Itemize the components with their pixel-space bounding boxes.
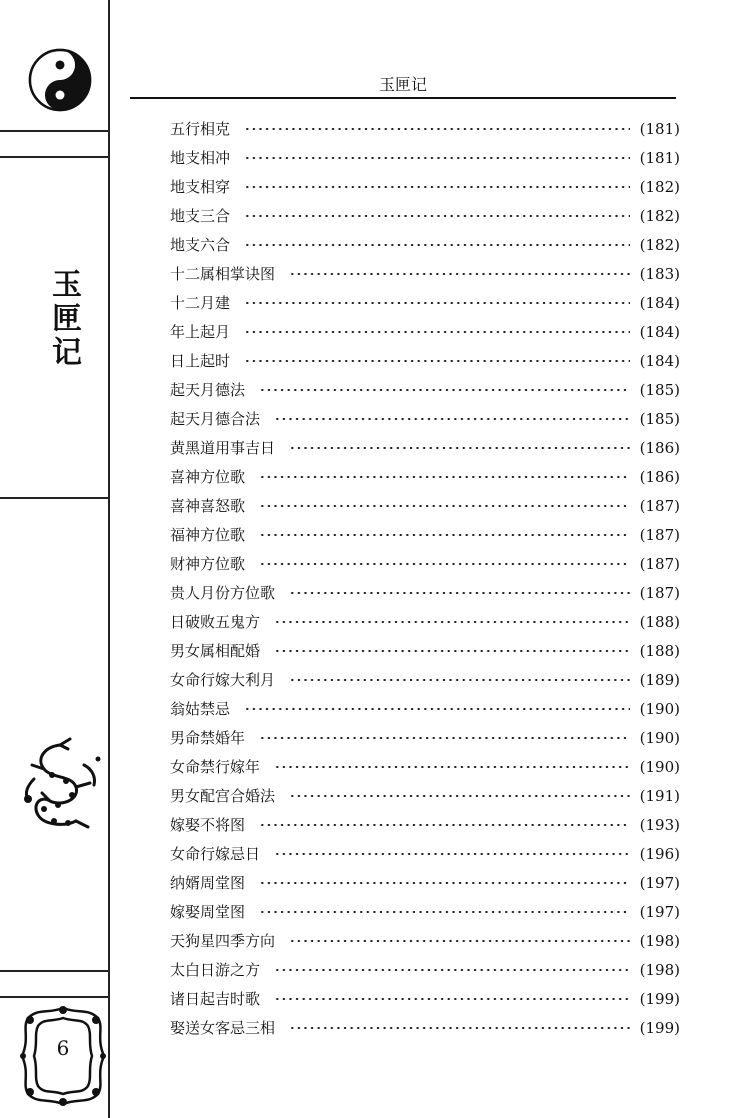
toc-entry xyxy=(170,143,680,172)
toc-entry xyxy=(170,520,680,549)
table-of-contents xyxy=(170,114,680,1042)
toc-entry xyxy=(170,288,680,317)
toc-entry-title: 日上起时 xyxy=(170,352,231,370)
toc-leader-dots xyxy=(289,940,630,942)
toc-entry xyxy=(170,1013,680,1042)
header-rule xyxy=(130,97,676,99)
dragon-icon xyxy=(14,735,106,835)
toc-entry xyxy=(170,230,680,259)
toc-entry-title: 地支相穿 xyxy=(170,178,231,196)
toc-entry-title: 日破败五鬼方 xyxy=(170,613,261,631)
toc-entry-page: (198) xyxy=(639,931,680,950)
toc-entry xyxy=(170,868,680,897)
toc-leader-dots xyxy=(274,650,630,652)
toc-leader-dots xyxy=(274,621,630,623)
toc-leader-dots xyxy=(259,505,630,507)
toc-entry-page: (181) xyxy=(639,148,680,167)
toc-leader-dots xyxy=(259,476,630,478)
toc-entry-page: (188) xyxy=(639,641,680,660)
toc-entry-title: 娶送女客忌三相 xyxy=(170,1019,276,1037)
toc-entry xyxy=(170,404,680,433)
toc-entry-page: (190) xyxy=(639,757,680,776)
toc-entry-page: (184) xyxy=(639,351,680,370)
toc-entry xyxy=(170,578,680,607)
toc-entry-title: 起天月德法 xyxy=(170,381,246,399)
toc-entry-page: (186) xyxy=(639,467,680,486)
toc-entry-title: 年上起月 xyxy=(170,323,231,341)
toc-leader-dots xyxy=(274,418,630,420)
toc-entry-page: (185) xyxy=(639,409,680,428)
toc-entry-title: 黄黑道用事吉日 xyxy=(170,439,276,457)
toc-entry-title: 五行相克 xyxy=(170,120,231,138)
toc-entry xyxy=(170,114,680,143)
toc-leader-dots xyxy=(289,273,630,275)
toc-entry xyxy=(170,723,680,752)
toc-entry-title: 地支相冲 xyxy=(170,149,231,167)
toc-entry-page: (186) xyxy=(639,438,680,457)
toc-entry-title: 贵人月份方位歌 xyxy=(170,584,276,602)
toc-entry xyxy=(170,636,680,665)
toc-leader-dots xyxy=(289,447,630,449)
toc-entry-title: 福神方位歌 xyxy=(170,526,246,544)
toc-entry xyxy=(170,607,680,636)
toc-leader-dots xyxy=(274,766,630,768)
toc-entry-title: 翁姑禁忌 xyxy=(170,700,231,718)
toc-entry-title: 男命禁婚年 xyxy=(170,729,246,747)
toc-entry-page: (182) xyxy=(639,235,680,254)
toc-entry-title: 男女配宫合婚法 xyxy=(170,787,276,805)
toc-entry xyxy=(170,433,680,462)
toc-entry-title: 起天月德合法 xyxy=(170,410,261,428)
toc-entry xyxy=(170,462,680,491)
page-number: 6 xyxy=(56,1036,70,1060)
toc-entry-title: 十二月建 xyxy=(170,294,231,312)
toc-entry-title: 纳婿周堂图 xyxy=(170,874,246,892)
toc-leader-dots xyxy=(244,708,630,710)
toc-entry xyxy=(170,375,680,404)
sidebar-divider xyxy=(0,497,110,499)
toc-entry-page: (189) xyxy=(639,670,680,689)
toc-entry xyxy=(170,810,680,839)
toc-entry xyxy=(170,926,680,955)
toc-leader-dots xyxy=(244,128,630,130)
toc-leader-dots xyxy=(244,360,630,362)
toc-entry xyxy=(170,839,680,868)
toc-entry-page: (188) xyxy=(639,612,680,631)
toc-entry-page: (181) xyxy=(639,119,680,138)
toc-leader-dots xyxy=(244,186,630,188)
toc-entry-title: 女命禁行嫁年 xyxy=(170,758,261,776)
toc-entry-title: 嫁娶不将图 xyxy=(170,816,246,834)
toc-entry xyxy=(170,752,680,781)
page-header-title: 玉匣记 xyxy=(378,75,427,94)
toc-leader-dots xyxy=(274,998,630,1000)
toc-entry-page: (183) xyxy=(639,264,680,283)
toc-entry xyxy=(170,172,680,201)
toc-entry-title: 嫁娶周堂图 xyxy=(170,903,246,921)
sidebar-title: 玉匣记 xyxy=(46,268,81,370)
toc-entry xyxy=(170,201,680,230)
toc-leader-dots xyxy=(259,389,630,391)
toc-entry-page: (190) xyxy=(639,728,680,747)
toc-entry xyxy=(170,346,680,375)
toc-entry-page: (182) xyxy=(639,206,680,225)
toc-entry xyxy=(170,259,680,288)
toc-leader-dots xyxy=(244,302,630,304)
sidebar-divider xyxy=(0,156,110,158)
toc-entry xyxy=(170,665,680,694)
toc-leader-dots xyxy=(289,1027,630,1029)
toc-entry-title: 十二属相掌诀图 xyxy=(170,265,276,283)
toc-leader-dots xyxy=(259,882,630,884)
toc-entry-page: (193) xyxy=(639,815,680,834)
toc-entry-page: (182) xyxy=(639,177,680,196)
toc-entry xyxy=(170,549,680,578)
toc-leader-dots xyxy=(259,534,630,536)
toc-leader-dots xyxy=(274,969,630,971)
toc-entry-page: (197) xyxy=(639,873,680,892)
toc-entry-page: (190) xyxy=(639,699,680,718)
toc-leader-dots xyxy=(289,592,630,594)
toc-leader-dots xyxy=(259,824,630,826)
toc-leader-dots xyxy=(259,911,630,913)
toc-entry-title: 诸日起吉时歌 xyxy=(170,990,261,1008)
toc-entry-page: (191) xyxy=(639,786,680,805)
toc-entry xyxy=(170,694,680,723)
toc-leader-dots xyxy=(244,244,630,246)
toc-entry-title: 太白日游之方 xyxy=(170,961,261,979)
yin-yang-icon xyxy=(28,48,92,112)
toc-entry-page: (197) xyxy=(639,902,680,921)
toc-leader-dots xyxy=(244,331,630,333)
toc-entry-page: (199) xyxy=(639,1018,680,1037)
toc-entry xyxy=(170,897,680,926)
toc-entry-page: (184) xyxy=(639,293,680,312)
toc-entry-title: 女命行嫁忌日 xyxy=(170,845,261,863)
toc-leader-dots xyxy=(244,157,630,159)
toc-leader-dots xyxy=(244,215,630,217)
toc-entry-title: 天狗星四季方向 xyxy=(170,932,276,950)
toc-entry xyxy=(170,984,680,1013)
toc-leader-dots xyxy=(259,737,630,739)
toc-entry-title: 男女属相配婚 xyxy=(170,642,261,660)
sidebar-divider xyxy=(0,970,110,972)
toc-leader-dots xyxy=(259,563,630,565)
toc-entry-title: 喜神方位歌 xyxy=(170,468,246,486)
toc-entry-title: 喜神喜怒歌 xyxy=(170,497,246,515)
toc-entry-title: 财神方位歌 xyxy=(170,555,246,573)
toc-entry-page: (196) xyxy=(639,844,680,863)
toc-entry-page: (187) xyxy=(639,496,680,515)
toc-entry xyxy=(170,781,680,810)
sidebar-divider xyxy=(0,130,110,132)
toc-entry-title: 地支六合 xyxy=(170,236,231,254)
toc-entry-page: (187) xyxy=(639,554,680,573)
toc-leader-dots xyxy=(289,795,630,797)
toc-entry xyxy=(170,491,680,520)
toc-entry-title: 女命行嫁大利月 xyxy=(170,671,276,689)
toc-entry-page: (185) xyxy=(639,380,680,399)
toc-entry-title: 地支三合 xyxy=(170,207,231,225)
toc-entry xyxy=(170,317,680,346)
toc-entry-page: (184) xyxy=(639,322,680,341)
toc-leader-dots xyxy=(274,853,630,855)
toc-leader-dots xyxy=(289,679,630,681)
sidebar-divider xyxy=(0,996,110,998)
sidebar xyxy=(0,0,110,1118)
toc-entry-page: (199) xyxy=(639,989,680,1008)
toc-entry xyxy=(170,955,680,984)
toc-entry-page: (187) xyxy=(639,525,680,544)
toc-entry-page: (187) xyxy=(639,583,680,602)
toc-entry-page: (198) xyxy=(639,960,680,979)
